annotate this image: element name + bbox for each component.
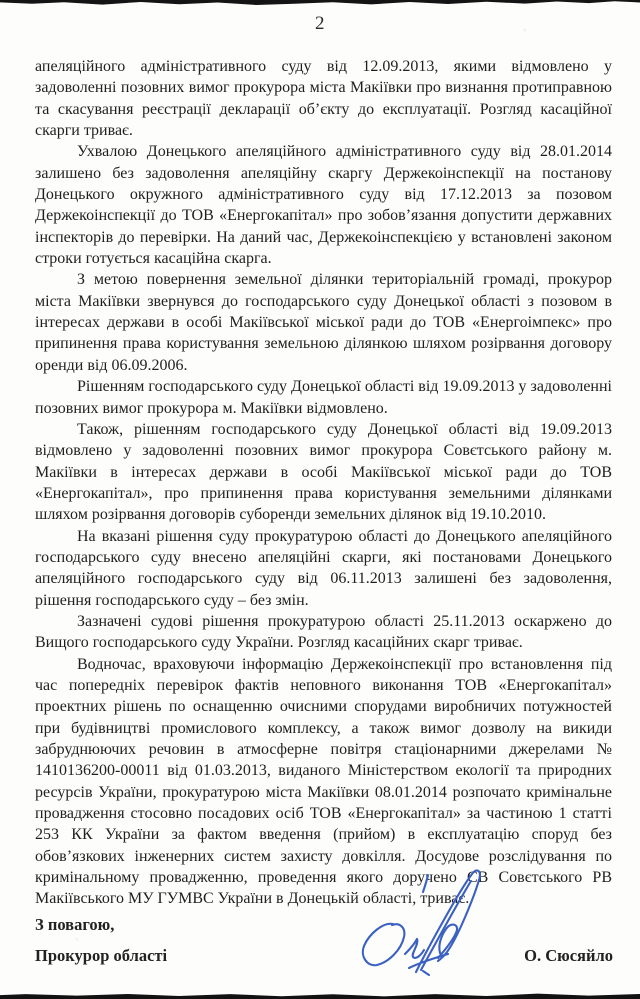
signature-block: [35, 946, 613, 966]
paragraph: апеляційного адміністративного суду від 12.09.2013, якими відмовлено у задоволенні позовних вимог прокурора міста Макіївки про визнання протиправною та скасування реєстрації декларації об’єкту до експлуатації. Розгляд касаційної скарги триває.: [35, 58, 612, 140]
closing-salutation: З повагою,: [35, 915, 115, 934]
paragraph: Рішенням господарського суду Донецької області від 19.09.2013 у задоволенні позовних вимог прокурора м. Макіївки відмовлено.: [35, 378, 612, 417]
paragraph: Водночас, враховуючи інформацію Держекоінспекції про встановлення під час попередніх перевірок фактів неповного виконання ТОВ «Енергокапітал» проектних рішень по оснащенню очисними спорудами виробничих потужностей при будівництві промислового комплексу, а також вимог дозволу на викиди забруднюючих речовин в атмосферне повітря стаціонарними джерелами № 1410136200-00011 від 01.03.2013, виданого Міністерством екології та природних ресурсів України, прокуратурою міста Макіївки 08.01.2014 розпочато кримінальне провадження стосовно посадових осіб ТОВ «Енергокапітал» за частиною 1 статті 253 КК України за фактом введення (прийом) в експлуатацію споруд без обов’язкових інженерних систем захисту довкілля. Досудове розслідування по кримінальному провадженню, проведення якого доручено СВ Совєтського РВ Макіївського МУ ГУМВС України в Донецькій області, триває.: [35, 655, 612, 908]
paragraph: Також, рішенням господарського суду Донецької області від 19.09.2013 відмовлено у задоволенні позовних вимог прокурора Совєтського району м. Макіївки в інтересах держави в особі Макіївської міської ради до ТОВ «Енергокапітал», про припинення права користування земельними ділянками шляхом розірвання договорів суборенди земельних ділянок від 19.10.2010.: [35, 420, 612, 524]
page-number: 2: [315, 13, 325, 34]
paragraph: На вказані рішення суду прокуратурою області до Донецького апеляційного господарського суду внесено апеляційні скарги, які постановами Донецького апеляційного господарського суду від 06.11.2013 залишені без задоволення, рішення господарського суду – без змін.: [35, 527, 612, 609]
scan-artifact-top-edge: [0, 0, 640, 5]
signer-name: О. Сюсяйло: [524, 946, 613, 965]
paragraph: Зазначені судові рішення прокуратурою області 25.11.2013 оскаржено до Вищого господарського суду України. Розгляд касаційних скарг триває.: [35, 612, 612, 652]
paragraph: З метою повернення земельної ділянки територіальній громаді, прокурор міста Макіївки звернувся до господарського суду Донецької області з позовом в інтересах держави в особі Макіївської міської ради до ТОВ «Енергоімпекс» про припинення права користування земельною ділянкою шляхом розірвання договору оренди від 06.09.2006.: [35, 271, 612, 374]
scan-artifact-bottom-edge: [0, 992, 640, 999]
paragraph: Ухвалою Донецького апеляційного адміністративного суду від 28.01.2014 залишено без задоволення апеляційну скаргу Держекоінспекції на постанову Донецького окружного адміністративного суду від 17.12.2013 за позовом Держекоінспекції до ТОВ «Енергокапітал» про зобов’язання допустити державних інспекторів до перевірки. На даний час, Держекоінспекцією у встановлені законом строки готується касаційна скарга.: [35, 143, 612, 268]
letter-body: [35, 56, 612, 910]
signer-title: Прокурор області: [35, 946, 168, 965]
